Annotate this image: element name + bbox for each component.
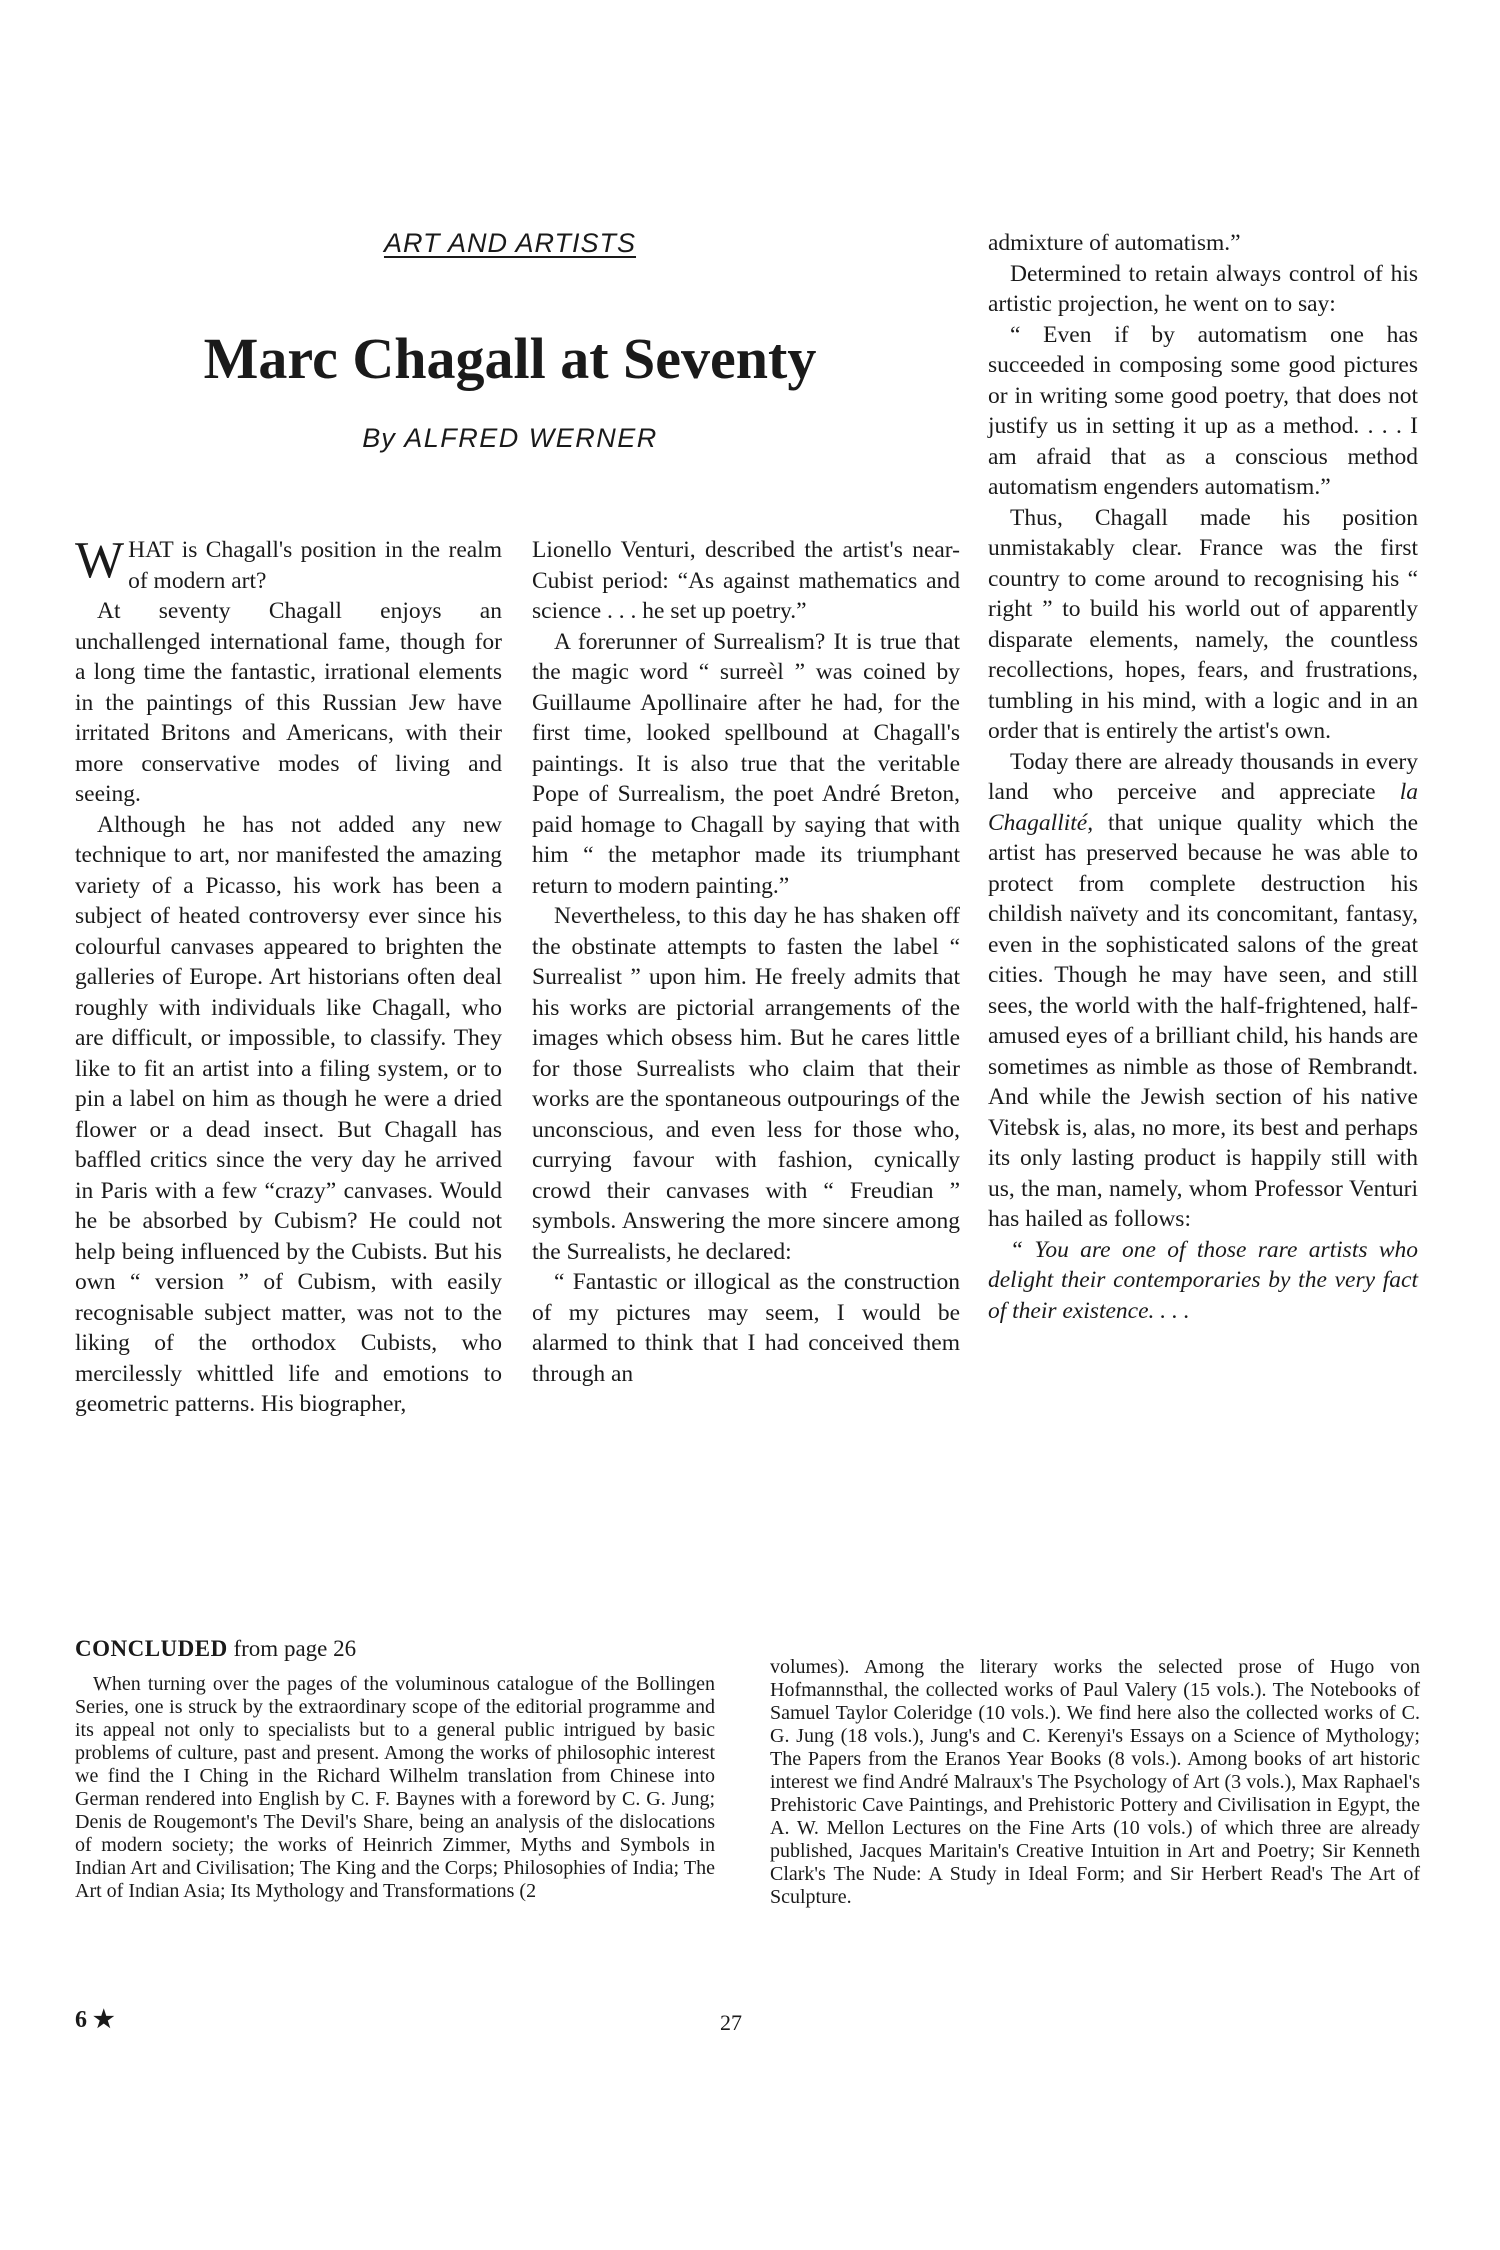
byline bbox=[260, 423, 760, 454]
paragraph-text: that unique quality which the artist has preserved because he was able to protect from complete destruction his childish naïvety and its concomitant, fantasy, even in the sophisticated salons of the great cities. Though he may have seen, and still sees, the world with the half-frightened, half-amused eyes of a brilliant child, his hands are sometimes as nimble as those of Rembrandt. And while the Jewish section of his native Vitebsk is, alas, no more, its best and perhaps its only lasting product is happily still with us, the man, namely, whom Professor Venturi has hailed as follows: bbox=[988, 809, 1418, 1232]
author-name: ALFRED WERNER bbox=[404, 423, 658, 453]
article-paragraph: Lionello Venturi, described the artist's near-Cubist period: “As against mathematics and science . . . he set up poetry.” bbox=[532, 537, 960, 624]
closing-quote: “ You are one of those rare artists who delight their contemporaries by the very fact of their existence. . . . bbox=[988, 1236, 1418, 1324]
article-paragraph: At seventy Chagall enjoys an unchallenged international fame, though for a long time the fantastic, irrational elements in the paintings of this Russian Jew have irritated Britons and Americans, with their more conservative modes of living and seeing. bbox=[75, 598, 502, 807]
article-paragraph: A forerunner of Surrealism? It is true that the magic word “ surreèl ” was coined by Guillaume Apollinaire after he had, for the first time, looked spellbound at Chagall's paintings. It is also true that the veritable Pope of Surrealism, the poet André Breton, paid homage to Chagall by saying that with him “ the metaphor made its triumphant return to modern painting.” bbox=[532, 628, 960, 899]
article-paragraph: Thus, Chagall made his position unmistakably clear. France was the first country to come around to recognising his “ right ” to build his world out of apparently disparate elements, namely, the countless recollections, hopes, fears, and frustrations, tumbling in his mind, with a logic and in an order that is entirely the artist's own. bbox=[988, 504, 1418, 744]
article-paragraph: Nevertheless, to this day he has shaken off the obstinate attempts to fasten the label “ Surrealist ” upon him. He freely admits that his works are pictorial arrangements of the images which obsess him. But he cares little for those Surrealists who claim that their works are the spontaneous outpourings of the unconscious, and even less for those who, currying favour with fashion, cynically crowd their canvases with “ Freudian ” symbols. Answering the more sincere among the Surrealists, he declared: bbox=[532, 903, 960, 1265]
page-number: 27 bbox=[720, 2010, 742, 2035]
opening-text: HAT is Chagall's position in the realm of modern art? bbox=[128, 537, 502, 594]
article-paragraph bbox=[75, 532, 502, 596]
article-column-1 bbox=[75, 532, 502, 1420]
article-column-2 bbox=[532, 535, 960, 1389]
folio-mark: 6 ★ bbox=[75, 2007, 115, 2033]
byline-prefix: By bbox=[362, 423, 396, 453]
quote-paragraph: “ Even if by automatism one has succeeded in composing some good pictures or in writing some good poetry, that does not justify us in setting it up as a method. . . . I am afraid that as a conscious method automatism engenders automatism.” bbox=[988, 321, 1418, 500]
concluded-paragraph: When turning over the pages of the voluminous catalogue of the Bollingen Series, one is struck by the extraordinary scope of the editorial programme and its appeal not only to specialists but to a general public intrigued by basic problems of culture, past and present. Among the works of philosophic interest we find the I Ching in the Richard Wilhelm translation from Chinese into German rendered into English by C. F. Baynes with a foreword by C. G. Jung; Denis de Rougemont's The Devil's Share, being an analysis of the dislocations of modern society; the works of Heinrich Zimmer, Myths and Symbols in Indian Art and Civilisation; The King and the Corps; Philosophies of India; The Art of Indian Asia; Its Mythology and Transformations (2 bbox=[75, 1673, 715, 1902]
article-paragraph: Although he has not added any new technique to art, nor manifested the amazing variety of a Picasso, his work has been a subject of heated controversy ever since his colourful canvases appeared to brighten the galleries of Europe. Art historians often deal roughly with individuals like Chagall, who are difficult, or impossible, to classify. They like to fit an artist into a filing system, or to pin a label on him as though he were a dried flower or a dead insect. But Chagall has baffled critics since the very day he arrived in Paris with a few “crazy” canvases. Would he be absorbed by Cubism? He could not help being influenced by the Cubists. But his own “ version ” of Cubism, with easily recognisable subject matter, was not to the liking of the orthodox Cubists, who mercilessly whittled life and emotions to geometric patterns. His biographer, bbox=[75, 811, 502, 1417]
article-paragraph: Determined to retain always control of his artistic projection, he went on to say: bbox=[988, 260, 1418, 317]
concluded-column-right bbox=[770, 1656, 1420, 1909]
concluded-column-left bbox=[75, 1673, 715, 1903]
concluded-heading bbox=[75, 1636, 356, 1662]
paragraph-text: Today there are already thousands in every land who perceive and appreciate bbox=[988, 748, 1418, 805]
section-label: ART AND ARTISTS bbox=[383, 228, 637, 258]
drop-cap: W bbox=[75, 532, 125, 589]
concluded-paragraph: volumes). Among the literary works the selected prose of Hugo von Hofmannsthal, the collected works of Paul Valery (15 vols.). The Notebooks of Samuel Taylor Coleridge (10 vols.). We find here also the collected works of C. G. Jung (18 vols.), Jung's and C. Kerenyi's Essays on a Science of Mythology; The Papers from the Eranos Year Books (8 vols.). Among books of art historic interest we find André Malraux's The Psychology of Art (3 vols.), Max Raphael's Prehistoric Cave Paintings, and Prehistoric Pottery and Civilisation in Egypt, the A. W. Mellon Lectures on the Fine Arts (10 vols.) of which three are already published, Jacques Maritain's Creative Intuition in Art and Poetry; Sir Kenneth Clark's The Nude: A Study in Ideal Form; and Sir Herbert Read's The Art of Sculpture. bbox=[770, 1656, 1420, 1908]
quote-continuation: admixture of automatism.” bbox=[988, 230, 1241, 256]
article-title: Marc Chagall at Seventy bbox=[203, 326, 817, 391]
italic-term: la Chagallité, bbox=[988, 779, 1418, 836]
concluded-from-page: from page 26 bbox=[233, 1636, 357, 1661]
article-column-3 bbox=[988, 228, 1418, 1326]
concluded-label: CONCLUDED bbox=[75, 1636, 228, 1661]
quote-paragraph: “ Fantastic or illogical as the construction of my pictures may seem, I would be alarmed to think that I had conceived them through an bbox=[532, 1269, 960, 1387]
article-paragraph bbox=[988, 747, 1418, 1235]
